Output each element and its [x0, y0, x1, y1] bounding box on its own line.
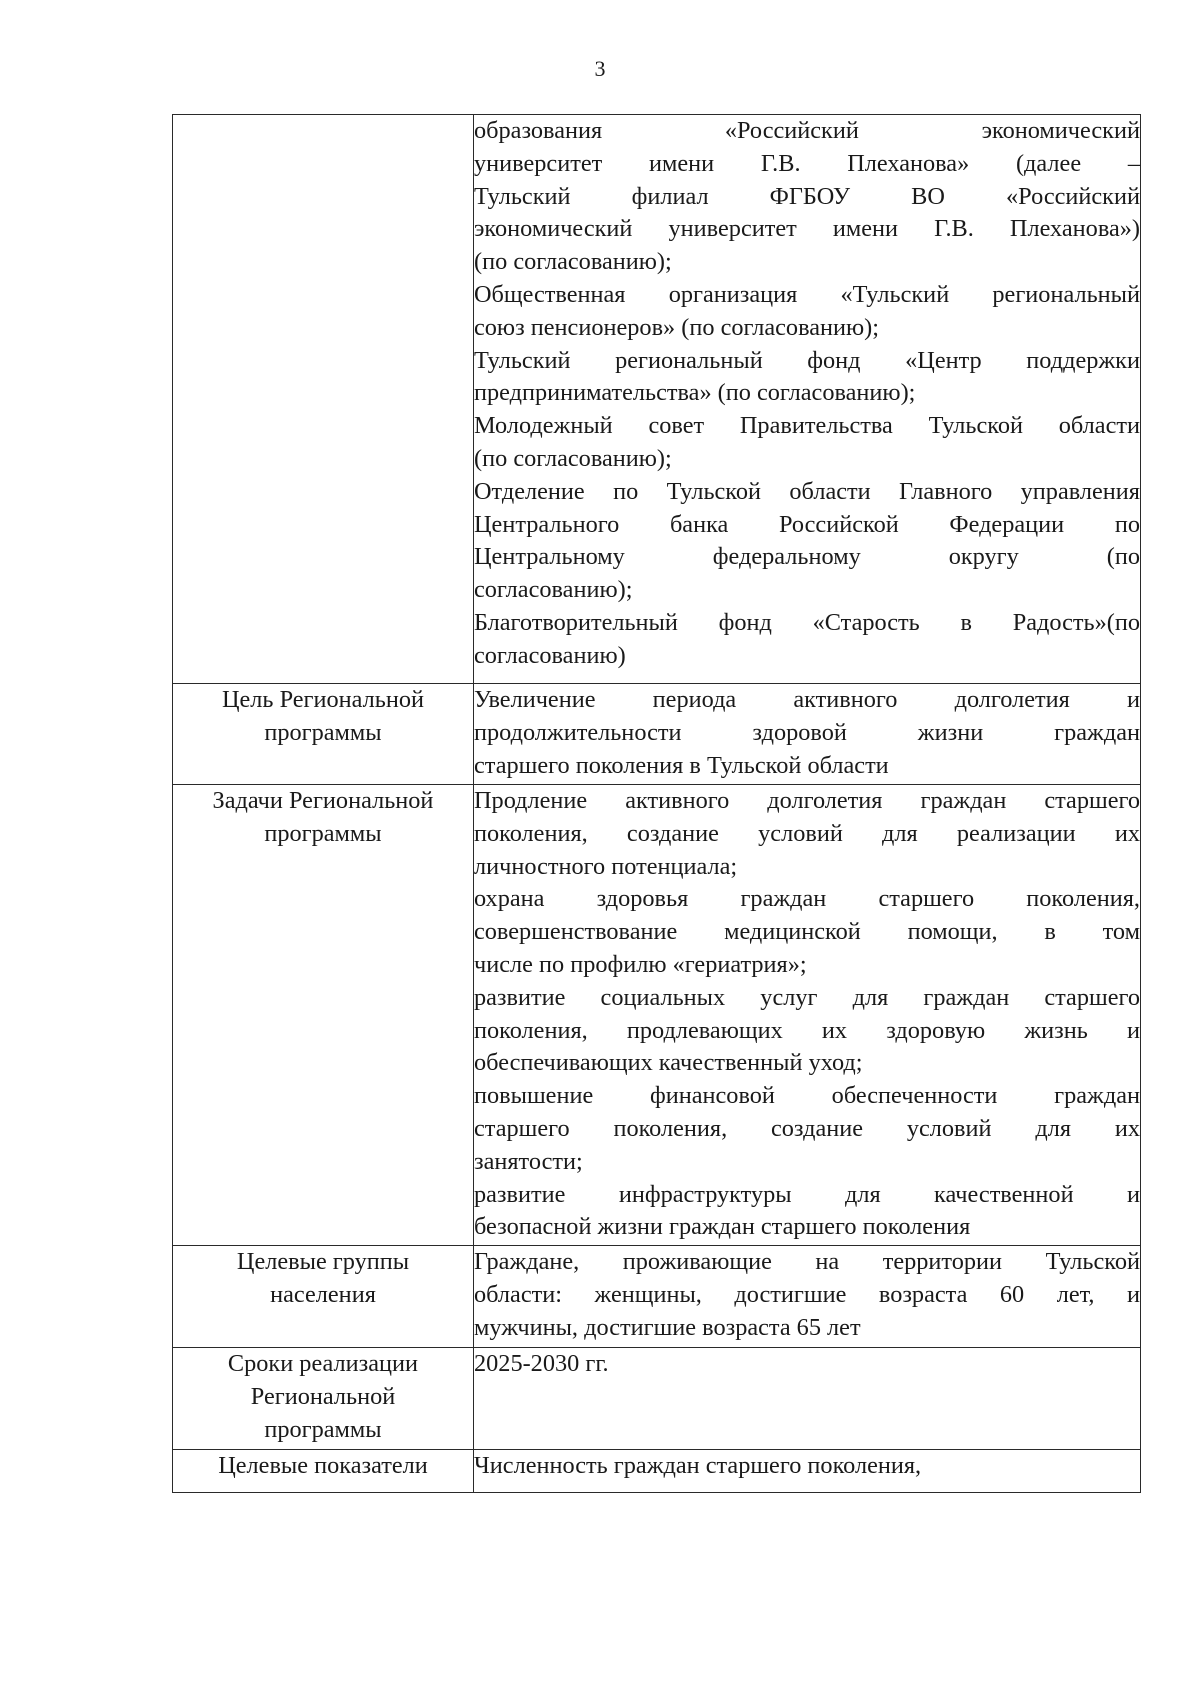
value-paragraph: [474, 883, 1140, 981]
value-line: обеспечивающих качественный уход;: [474, 1049, 863, 1077]
value-paragraph: [474, 345, 1140, 411]
row-label-line: Сроки реализации: [227, 1350, 419, 1377]
row-value-cell: [474, 1450, 1141, 1493]
row-label-line: программы: [264, 718, 382, 746]
value-line: поколения, продлевающих их здоровую жизнь и: [474, 1016, 1140, 1044]
value-paragraph: [474, 279, 1140, 345]
value-paragraph: [474, 1179, 1140, 1245]
page-number: 3: [594, 56, 606, 81]
value-paragraph: [474, 115, 1140, 279]
row-label-cell: [173, 684, 474, 785]
value-line: Центральному федеральному округу (по: [474, 543, 1140, 571]
value-paragraph: [474, 410, 1140, 476]
value-line: числе по профилю «гериатрия»;: [474, 950, 807, 978]
table-row: [173, 1348, 1141, 1450]
value-line: старшего поколения в Тульской области: [474, 751, 889, 779]
value-paragraph: [474, 1080, 1140, 1178]
value-paragraph: [474, 1348, 1140, 1381]
row-label-line: программы: [264, 819, 382, 847]
row-label-line: населения: [270, 1280, 376, 1308]
value-line: безопасной жизни граждан старшего поколения: [474, 1213, 971, 1241]
value-line: экономический университет имени Г.В. Плеханова»): [474, 215, 1140, 243]
row-label-line: Цель Региональной: [221, 686, 425, 713]
value-line: Тульский региональный фонд «Центр поддержки: [474, 346, 1140, 374]
row-value-cell: [474, 684, 1141, 785]
row-value-cell: [474, 785, 1141, 1246]
value-paragraph: [474, 785, 1140, 883]
value-line: Численность граждан старшего поколения,: [474, 1452, 922, 1479]
row-value-cell: [474, 115, 1141, 684]
value-paragraph: [474, 684, 1140, 782]
value-line: Благотворительный фонд «Старость в Радость»(по: [474, 608, 1140, 636]
value-line: Продление активного долголетия граждан старшего: [474, 787, 1140, 814]
value-line: продолжительности здоровой жизни граждан: [474, 718, 1140, 746]
value-line: области: женщины, достигшие возраста 60 лет, и: [474, 1280, 1140, 1308]
row-label-cell: [173, 1450, 474, 1493]
value-line: старшего поколения, создание условий для их: [474, 1114, 1140, 1142]
row-value-cell: [474, 1348, 1141, 1450]
row-label-cell: [173, 785, 474, 1246]
row-label-line: Целевые группы: [236, 1248, 410, 1275]
row-label-cell: [173, 115, 474, 684]
value-line: 2025-2030 гг.: [474, 1350, 609, 1377]
table-row: [173, 1246, 1141, 1348]
program-passport-table: [172, 114, 1141, 1493]
value-line: совершенствование медицинской помощи, в том: [474, 918, 1140, 946]
value-paragraph: [474, 1450, 1140, 1483]
row-label-line: Региональной: [250, 1382, 396, 1410]
value-line: личностного потенциала;: [474, 852, 738, 880]
row-label-cell: [173, 1246, 474, 1348]
value-line: развитие социальных услуг для граждан старшего: [474, 983, 1140, 1011]
table-row: [173, 684, 1141, 785]
table-row: [173, 115, 1141, 684]
value-line: поколения, создание условий для реализации их: [474, 819, 1140, 847]
value-line: повышение финансовой обеспеченности граждан: [474, 1082, 1140, 1110]
value-paragraph: [474, 1246, 1140, 1344]
value-line: занятости;: [474, 1147, 583, 1175]
value-line: университет имени Г.В. Плеханова» (далее –: [474, 149, 1140, 177]
table-row: [173, 1450, 1141, 1493]
row-label-line: Целевые показатели: [218, 1452, 428, 1479]
value-paragraph: [474, 982, 1140, 1080]
value-line: предпринимательства» (по согласованию);: [474, 379, 916, 407]
row-label-line: программы: [264, 1415, 382, 1443]
value-line: Молодежный совет Правительства Тульской области: [474, 412, 1140, 440]
table-row: [173, 785, 1141, 1246]
value-paragraph: [474, 607, 1140, 673]
value-line: Увеличение периода активного долголетия и: [474, 686, 1140, 713]
value-line: союз пенсионеров» (по согласованию);: [474, 313, 880, 341]
row-value-cell: [474, 1246, 1141, 1348]
value-line: согласованию);: [474, 576, 633, 604]
row-label-line: Задачи Региональной: [212, 787, 434, 814]
value-line: образования «Российский экономический: [474, 117, 1140, 144]
value-paragraph: [474, 476, 1140, 607]
value-line: Отделение по Тульской области Главного управления: [474, 477, 1140, 505]
value-line: Граждане, проживающие на территории Тульской: [474, 1248, 1140, 1275]
value-line: согласованию): [474, 641, 626, 669]
value-line: Центрального банка Российской Федерации по: [474, 510, 1140, 538]
value-line: развитие инфраструктуры для качественной и: [474, 1180, 1140, 1208]
value-line: (по согласованию);: [474, 248, 672, 276]
value-line: (по согласованию);: [474, 444, 672, 472]
value-line: мужчины, достигшие возраста 65 лет: [474, 1313, 861, 1341]
value-line: охрана здоровья граждан старшего поколения,: [474, 885, 1140, 913]
value-line: Общественная организация «Тульский региональный: [474, 280, 1140, 308]
value-line: Тульский филиал ФГБОУ ВО «Российский: [474, 182, 1140, 210]
row-label-cell: [173, 1348, 474, 1450]
